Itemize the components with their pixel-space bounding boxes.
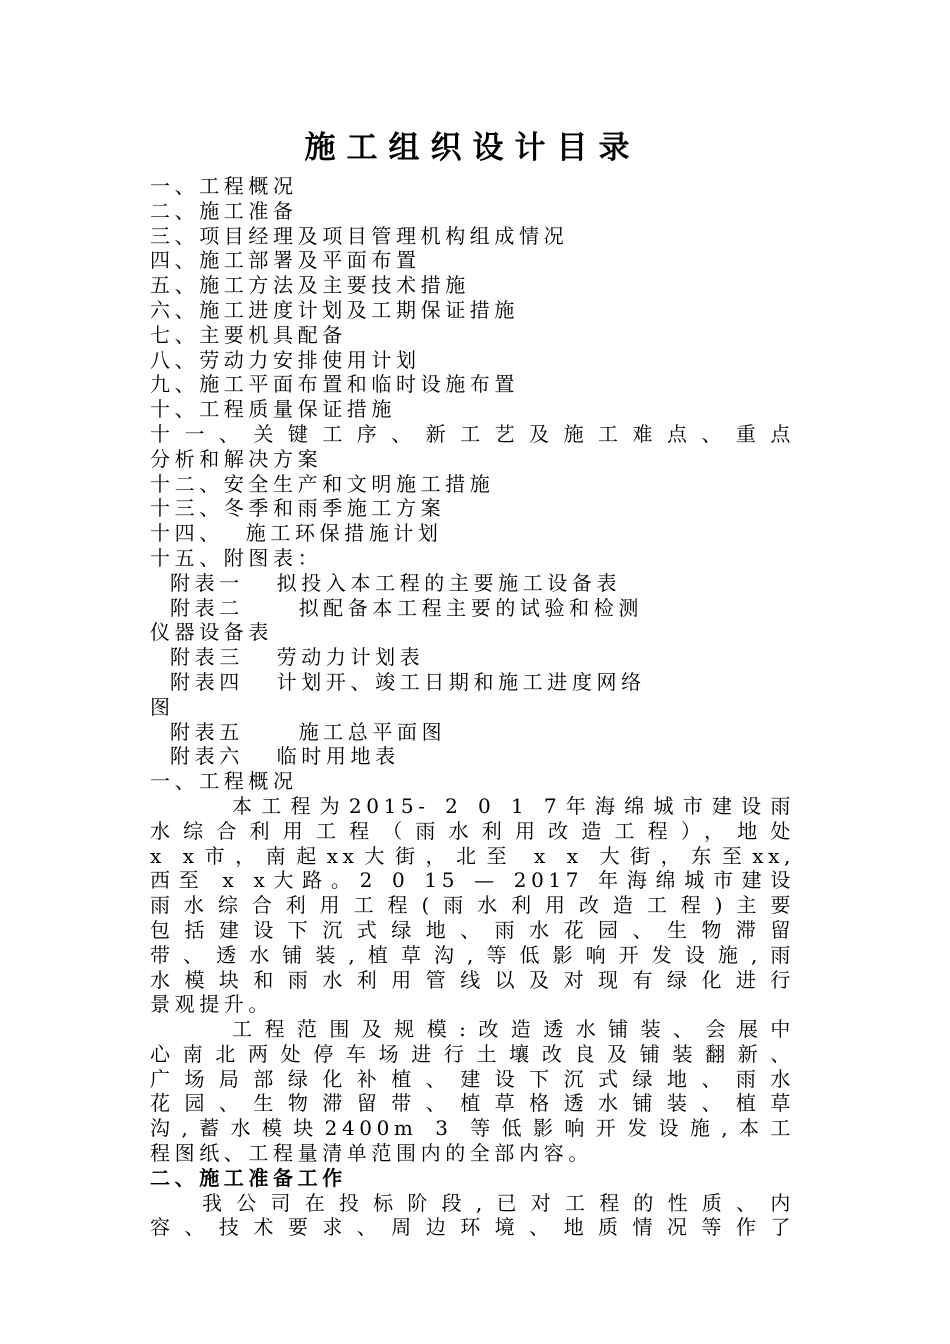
toc-appendix-item: 仪器设备表: [150, 620, 273, 645]
toc-item: 九、施工平面布置和临时设施布置: [150, 372, 519, 397]
section-construction-preparation: [150, 1166, 795, 1240]
section-heading: 一、工程概况: [150, 769, 298, 794]
section-heading: 二、施工准备工作: [150, 1165, 347, 1190]
toc-appendix-item: 附表四 计划开、竣工日期和施工进度网络: [170, 669, 646, 694]
toc-item: 三、项目经理及项目管理机构组成情况: [150, 223, 569, 248]
document-page: [150, 128, 795, 1240]
paragraph-line: 程图纸、工程量清单范围内的全部内容。: [150, 1141, 593, 1166]
toc-item: 十四、 施工环保措施计划: [150, 521, 443, 546]
toc-appendix-item: 附表二 拟配备本工程主要的试验和检测: [170, 595, 643, 620]
paragraph-line: 心南北两处停车场进行土壤改良及铺装翻新、: [150, 1041, 795, 1066]
toc-item: 十一、关键工序、新工艺及施工难点、重点: [150, 421, 795, 446]
toc-item: 五、施工方法及主要技术措施: [150, 273, 470, 298]
toc-appendix-item: 附表一 拟投入本工程的主要施工设备表: [170, 570, 622, 595]
paragraph-line: 带、透水铺装,植草沟,等低影响开发设施,雨: [150, 942, 795, 967]
paragraph-line: x x市，南起xx大街，北至 x x 大街，东至xx,: [150, 843, 795, 868]
paragraph-line: 我公司在投标阶段,已对工程的性质、内: [202, 1190, 795, 1215]
section-project-overview: [150, 769, 795, 1166]
paragraph-line: 西至 x x大路。2 0 15 — 2017 年海绵城市建设: [150, 868, 795, 893]
paragraph-line: 沟,蓄水模块2400m 3 等低影响开发设施,本工: [150, 1116, 795, 1141]
paragraph-line: 容、技术要求、周边环境、地质情况等作了: [150, 1215, 795, 1240]
paragraph-line: 雨水综合利用工程(雨水利用改造工程)主要: [150, 893, 795, 918]
paragraph-line: 水模块和雨水利用管线以及对现有绿化进行: [150, 967, 795, 992]
toc-appendix-item: 附表三 劳动力计划表: [170, 645, 425, 670]
paragraph-line: 包括建设下沉式绿地、雨水花园、生物滞留: [150, 917, 795, 942]
toc-item: 六、施工进度计划及工期保证措施: [150, 297, 519, 322]
toc-item: 十三、冬季和雨季施工方案: [150, 496, 446, 521]
paragraph-line: 本工程为2015- 2 0 1 7年海绵城市建设雨: [232, 793, 795, 818]
toc-item: 七、主要机具配备: [150, 322, 347, 347]
table-of-contents: [150, 174, 795, 769]
toc-item: 一、工程概况: [150, 174, 298, 198]
toc-item: 四、施工部署及平面布置: [150, 248, 421, 273]
paragraph-line: 花园、生物滞留带、植草格透水铺装、植草: [150, 1091, 795, 1116]
toc-item: 二、施工准备: [150, 198, 298, 223]
toc-item: 分析和解决方案: [150, 446, 323, 471]
toc-appendix-item: 附表六 临时用地表: [170, 744, 400, 769]
toc-item: 十、工程质量保证措施: [150, 397, 396, 422]
paragraph-line: 景观提升。: [150, 992, 273, 1017]
toc-appendix-item: 附表五 施工总平面图: [170, 719, 447, 744]
document-title: 施工组织设计目录: [304, 130, 641, 166]
toc-item: 十五、附图表：: [150, 545, 323, 570]
toc-item: 八、劳动力安排使用计划: [150, 347, 421, 372]
paragraph-line: 工程范围及规模:改造透水铺装、会展中: [232, 1017, 795, 1042]
toc-appendix-item: 图: [150, 694, 175, 719]
paragraph-line: 广场局部绿化补植、建设下沉式绿地、雨水: [150, 1066, 795, 1091]
paragraph-line: 水综合利用工程（雨水利用改造工程），地处: [150, 818, 795, 843]
toc-item: 十二、安全生产和文明施工措施: [150, 471, 495, 496]
